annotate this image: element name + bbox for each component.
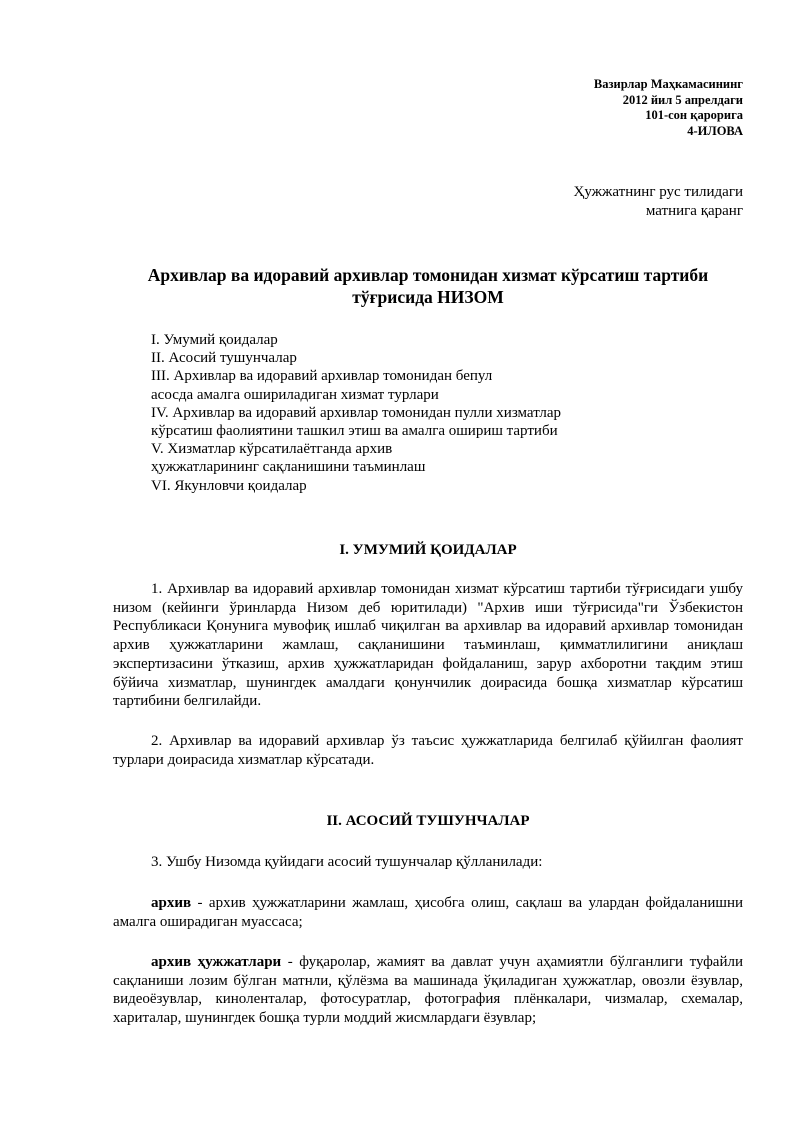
title-line-2: тўғрисида НИЗОМ (352, 287, 504, 307)
title-line-1: Архивлар ва идоравий архивлар томонидан хизмат кўрсатиш тартиби (147, 265, 709, 285)
russian-text-reference (574, 183, 743, 221)
toc-item: ҳужжатларининг сақланишини таъминлаш (151, 459, 426, 476)
toc-item: VI. Якунловчи қоидалар (151, 477, 307, 494)
toc-item: III. Архивлар ва идоравий архивлар томонидан бепул (151, 368, 493, 385)
toc-item: II. Асосий тушунчалар (151, 350, 297, 367)
section-heading-general-rules: I. УМУМИЙ ҚОИДАЛАР (339, 542, 517, 558)
appendix-line-1: Вазирлар Маҳкамасининг (593, 77, 743, 91)
document-title (113, 264, 743, 308)
appendix-line-3: 101-сон қарорига (645, 108, 743, 122)
definition-archive (113, 894, 743, 931)
appendix-reference (594, 77, 743, 139)
see-reference-line-1: Ҳужжатнинг рус тилидаги (573, 184, 743, 200)
paragraph-1: 1. Архивлар ва идоравий архивлар томонидан хизмат кўрсатиш тартиби тўғрисидаги ушбу низом (кейинги ўринларда Низом деб юритилади) "Архив иши тўғрисида"ги Ўзбекистон Республикаси Қонунига мувофиқ ишлаб чиқилган ва архивлар ва идоравий архивлар томонидан архив ҳужжатларини жамлаш, сақланишини таъминлаш, қимматлилигини аниқлаш экспертизасини ўтказиш, архив ҳужжатларидан фойдаланиш, зарур ахборотни тақдим этиш бўйича хизматлар, шунингдек амалдаги қонунчилик доирасида бошқа хизматлар кўрсатиш тартибини белгилайди. (113, 581, 743, 710)
appendix-line-2: 2012 йил 5 апрелдаги (622, 92, 743, 107)
toc-item: IV. Архивлар ва идоравий архивлар томонидан пулли хизматлар (151, 404, 562, 421)
paragraph-2: 2. Архивлар ва идоравий архивлар ўз таъсис ҳужжатларида белгилаб қўйилган фаолият турлари доирасида хизматлар кўрсатади. (113, 733, 743, 768)
appendix-line-4: 4-ИЛОВА (687, 123, 743, 138)
definition-archive-documents (113, 953, 743, 1028)
term-archive-documents: архив ҳужжатлари (151, 954, 282, 970)
table-of-contents (151, 331, 671, 495)
term-archive: архив (151, 895, 192, 911)
toc-item: кўрсатиш фаолиятини ташкил этиш ва амалга ошириш тартиби (151, 423, 558, 440)
toc-item: I. Умумий қоидалар (151, 332, 278, 348)
paragraph-3: 3. Ушбу Низомда қуйидаги асосий тушунчалар қўлланилади: (151, 854, 543, 870)
toc-item: асосда амалга ошириладиган хизмат турлари (151, 386, 439, 403)
see-reference-line-2: матнига қаранг (645, 203, 743, 219)
definition-archive-documents-text: - фуқаролар, жамият ва давлат учун аҳамиятли бўлганлиги туфайли сақланиши лозим бўлган матнли, қўлёзма ва машинада ўқиладиган ҳужжатлар, овозли ёзувлар, видеоёзувлар, кинолентaлар, фотосуратлар, фотография плёнкалари, чизмалар, схемалар, хариталар, шунингдек бошқа турли моддий жисмлардаги ёзувлар; (113, 954, 743, 1027)
definition-archive-text: - архив ҳужжатларини жамлаш, ҳисобга олиш, сақлаш ва улардан фойдаланишни амалга оширадиган муассаса; (113, 895, 743, 930)
toc-item: V. Хизматлар кўрсатилаётганда архив (151, 441, 393, 458)
section-heading-basic-concepts: II. АСОСИЙ ТУШУНЧАЛАР (326, 813, 530, 829)
